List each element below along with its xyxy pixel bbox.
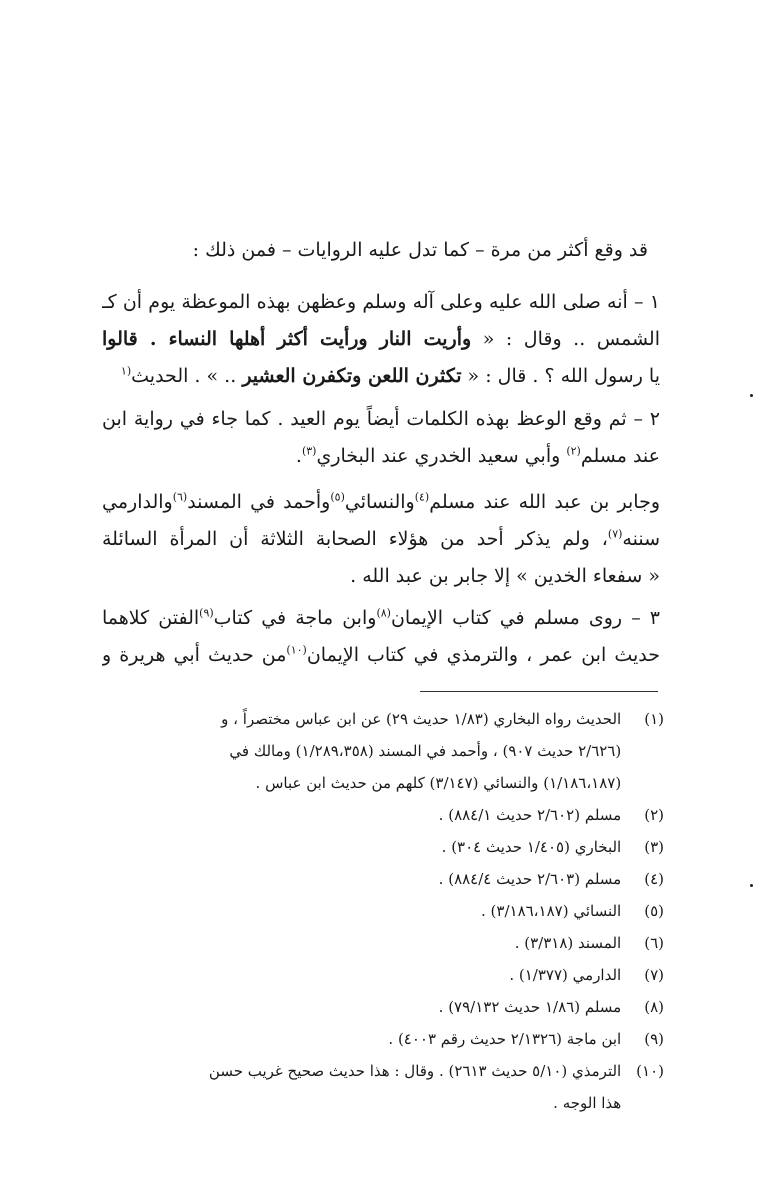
footnote-ref-8: (٨) — [376, 606, 391, 620]
footnote-ref-3: (٣) — [301, 444, 317, 458]
footnote-8 — [104, 991, 664, 1023]
footnote-ref-1: (١ — [120, 364, 132, 378]
paragraph-1 — [102, 284, 660, 395]
paragraph-3-line-2-a: سننه — [622, 528, 660, 550]
footnote-2 — [104, 799, 664, 831]
footnote-ref-7: (٧) — [607, 527, 623, 541]
footnote-text: النسائي (٣/١٨٦،١٨٧) . — [481, 902, 622, 920]
paragraph-4-line-1-c: الفتن كلاهما — [102, 607, 200, 629]
footnote-9 — [104, 1023, 664, 1055]
paragraph-2-line-1: ٢ – ثم وقع الوعظ بهذه الكلمات أيضاً يوم العيد . كما جاء في رواية ابن — [102, 408, 660, 430]
paragraph-2-line-2-start: عند مسلم — [580, 445, 660, 467]
footnote-1-line-3 — [104, 767, 664, 799]
paragraph-4-line-2-a: حديث ابن عمر ، والترمذي في كتاب الإيمان — [306, 644, 660, 666]
footnote-1-line-2 — [104, 735, 664, 767]
paragraph-2 — [102, 401, 660, 475]
intro-line: قد وقع أكثر من مرة – كما تدل عليه الروايات – فمن ذلك : — [192, 239, 648, 261]
paragraph-2-line-2-end: . — [295, 445, 302, 467]
footnote-number: (١٠) — [636, 1062, 664, 1080]
footnote-number: (٩) — [644, 1030, 664, 1048]
footnote-text: الدارمي (١/٣٧٧) . — [509, 966, 622, 984]
footnote-4 — [104, 863, 664, 895]
footnote-text: الحديث رواه البخاري (١/٨٣ حديث ٢٩) عن ابن عباس مختصراً ، و — [221, 710, 622, 728]
paragraph-4-line-2 — [102, 637, 660, 674]
paragraph-4-line-2-b: من حديث أبي هريرة و — [102, 644, 287, 666]
footnotes — [104, 703, 664, 1119]
paragraph-1-line-2-start: الشمس .. وقال : « — [482, 328, 660, 350]
paragraph-3-line-3: « سفعاء الخدين » إلا جابر بن عبد الله . — [350, 565, 660, 587]
footnote-number: (٧) — [644, 966, 664, 984]
footnote-7 — [104, 959, 664, 991]
footnote-number: (٣) — [644, 838, 664, 856]
footnote-text: الترمذي (٥/١٠ حديث ٢٦١٣) . وقال : هذا حديث صحيح غريب حسن — [208, 1062, 622, 1080]
footnote-text: مسلم (١/٨٦ حديث ٧٩/١٣٢) . — [438, 998, 622, 1016]
paragraph-4-line-1-b: وابن ماجة في كتاب — [213, 607, 377, 629]
footnote-ref-5: (٥) — [330, 490, 345, 504]
footnote-separator — [420, 691, 658, 692]
footnote-10-line-2 — [104, 1087, 664, 1119]
paragraph-3-line-1-b: والنسائي — [344, 491, 415, 513]
paragraph-1-line-2 — [102, 321, 660, 358]
paragraph-1-line-3 — [102, 358, 660, 395]
footnote-text: (٢/٦٢٦ حديث ٩٠٧) ، وأحمد في المسند (١/٢٨٩،٣٥٨) ومالك في — [229, 742, 622, 760]
scan-mark — [750, 394, 753, 397]
footnote-ref-2: (٢) — [566, 444, 581, 458]
footnote-6 — [104, 927, 664, 959]
paragraph-3-line-1-a: وجابر بن عبد الله عند مسلم — [429, 491, 660, 513]
paragraph-3-line-2-b: ، ولم يذكر أحد من هؤلاء الصحابة الثلاثة أن المرأة السائلة — [102, 528, 608, 550]
paragraph-3-line-1-d: والدارمي — [102, 491, 173, 513]
scan-mark — [750, 884, 753, 887]
footnote-number: (٢) — [644, 806, 664, 824]
paragraph-4-line-1-a: ٣ – روى مسلم في كتاب الإيمان — [390, 607, 660, 629]
paragraph-1-line-3-start: يا رسول الله ؟ . قال : « — [467, 365, 660, 387]
footnote-number: (١) — [644, 710, 664, 728]
paragraph-2-line-2 — [102, 438, 660, 475]
footnote-text: ابن ماجة (٢/١٣٢٦ حديث رقم ٤٠٠٣) . — [388, 1030, 622, 1048]
footnote-text: (١/١٨٦،١٨٧) والنسائي (٣/١٤٧) كلهم من حديث ابن عباس . — [255, 774, 622, 792]
paragraph-3-line-1-c: وأحمد في المسند — [187, 491, 331, 513]
footnote-text: البخاري (١/٤٠٥ حديث ٣٠٤) . — [441, 838, 622, 856]
footnote-text: المسند (٣/٣١٨) . — [514, 934, 622, 952]
hadith-quote-2: تكثرن اللعن وتكفرن العشير — [242, 365, 462, 387]
paragraph-3-line-1 — [102, 484, 660, 521]
footnote-number: (٤) — [644, 870, 664, 888]
paragraph-2-line-2-middle: وأبي سعيد الخدري عند البخاري — [316, 445, 561, 467]
footnote-ref-10: (١٠) — [286, 643, 307, 657]
footnote-number: (٦) — [644, 934, 664, 952]
paragraph-4-line-1 — [102, 600, 660, 637]
paragraph-3 — [102, 484, 660, 595]
footnote-text: مسلم (٢/٦٠٢ حديث ٨٨٤/١) . — [438, 806, 622, 824]
footnote-number: (٨) — [644, 998, 664, 1016]
footnote-1-line-1 — [104, 703, 664, 735]
paragraph-3-line-2 — [102, 521, 660, 558]
footnote-ref-6: (٦) — [172, 490, 188, 504]
paragraph-4 — [102, 600, 660, 674]
hadith-quote-1: وأريت النار ورأيت أكثر أهلها النساء . قالوا — [102, 328, 472, 350]
footnote-number: (٥) — [644, 902, 664, 920]
footnote-ref-9: (٩) — [199, 606, 214, 620]
paragraph-1-line-1: ١ – أنه صلى الله عليه وعلى آله وسلم وعظهن بهذه الموعظة يوم أن كـ — [102, 291, 660, 313]
footnote-text: هذا الوجه . — [553, 1094, 622, 1112]
footnote-text: مسلم (٢/٦٠٣ حديث ٨٨٤/٤) . — [438, 870, 622, 888]
intro-paragraph — [108, 232, 648, 269]
footnote-ref-4: (٤) — [414, 490, 430, 504]
paragraph-1-line-3-end: .. » . الحديث — [131, 365, 237, 387]
footnote-10-line-1 — [104, 1055, 664, 1087]
footnote-3 — [104, 831, 664, 863]
footnote-5 — [104, 895, 664, 927]
